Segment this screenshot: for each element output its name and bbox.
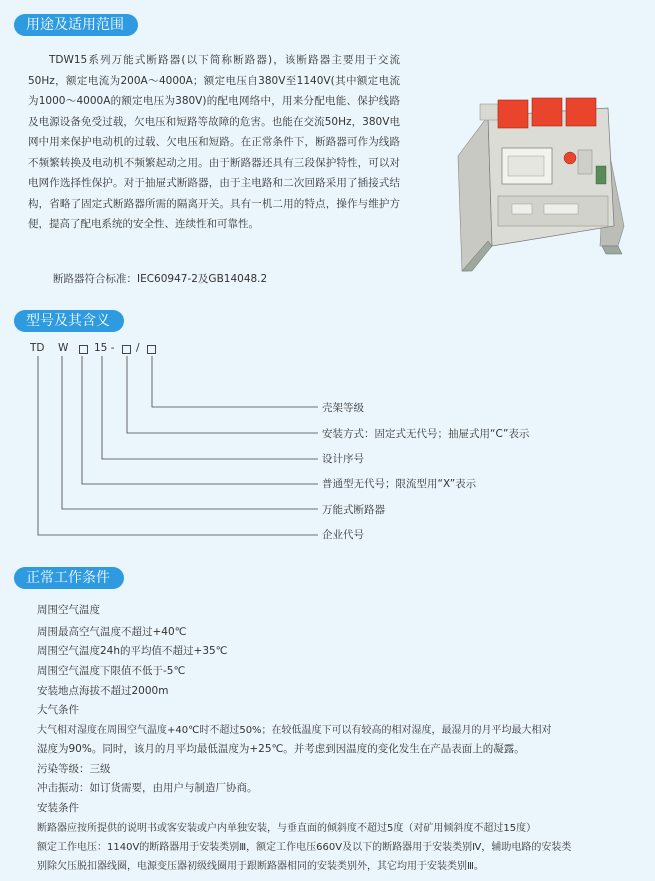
condition-line: 大气相对湿度在周围空气温度+40℃时不超过50%；在较低温度下可以有较高的相对湿度，最湿月的月平均最大相对 [37, 725, 552, 736]
condition-line: 周围最高空气温度不超过+40℃ [37, 626, 187, 638]
model-label-install: 安装方式：固定式无代号；抽屉式用“C”表示 [322, 428, 530, 440]
circuit-breaker-image [428, 96, 634, 276]
condition-line: 安装条件 [37, 802, 79, 814]
model-code-15: 15 - [94, 342, 115, 354]
model-label-company: 企业代号 [322, 529, 364, 541]
section-heading-model: 型号及其含义 [14, 310, 124, 332]
section-heading-conditions: 正常工作条件 [14, 567, 124, 589]
condition-line: 周围空气温度 [37, 604, 100, 616]
model-label-frame: 壳架等级 [322, 402, 364, 414]
model-label-type: 普通型无代号；限流型用“X”表示 [322, 478, 477, 490]
condition-line: 额定工作电压：1140V的断路器用于安装类别Ⅲ，额定工作电压660V及以下的断路器用于安装类别Ⅳ，辅助电路的安装类 [37, 842, 572, 853]
model-code-td: TD [30, 342, 45, 354]
standard-text: 断路器符合标准：IEC60947-2及GB14048.2 [53, 273, 268, 285]
model-label-design: 设计序号 [322, 453, 364, 465]
model-label-universal: 万能式断路器 [322, 504, 385, 516]
condition-line: 断路器应按所提供的说明书或客安装或户内单独安装，与垂直面的倾斜度不超过5度（对矿用倾斜度不超过15度） [37, 823, 537, 834]
condition-line: 周围空气温度下限值不低于-5℃ [37, 665, 186, 677]
condition-line: 冲击振动：如订货需要，由用户与制造厂协商。 [37, 782, 258, 794]
model-code-box-2 [122, 345, 131, 354]
model-code-w: W [58, 342, 69, 354]
model-code-slash: / [136, 342, 140, 354]
model-code-box-3 [147, 345, 156, 354]
condition-line: 周围空气温度24h的平均值不超过+35℃ [37, 645, 228, 657]
model-code-box-1 [79, 345, 88, 354]
condition-line: 别除欠压脱扣器线圈，电源变压器初级线圈用于跟断路器相同的安装类别外，其它均用于安装类别Ⅲ。 [37, 861, 484, 872]
section-heading-usage: 用途及适用范围 [14, 14, 138, 36]
condition-line: 污染等级：三级 [37, 763, 111, 775]
condition-line: 大气条件 [37, 704, 79, 716]
condition-line: 安装地点海拔不超过2000m [37, 685, 169, 697]
usage-paragraph: TDW15系列万能式断路器(以下简称断路器)，该断路器主要用于交流50Hz，额定电流为200A～4000A；额定电压自380V至1140V(其中额定电流为1000～4000A的额定电压为380V)的配电网络中，用来分配电能、保护线路及电源设备免受过载，欠电压和短路等故障的危害。也能在交流50Hz，380V电网中用来保护电动机的过载、欠电压和短路。在正常条件下，断路器可作为线路不频繁转换及电动机不频繁起动之用。由于断路器还具有三段保护特性，可以对电网作选择性保护。对于抽屉式断路器，由于主电路和二次回路采用了插接式结构，省略了固定式断路器所需的隔离开关。具有一机二用的特点，操作与维护方便，提高了配电系统的安全性、连续性和可靠性。 [28, 54, 400, 230]
condition-line: 湿度为90%。同时，该月的月平均最低温度为+25℃。并考虑到因温度的变化发生在产品表面上的凝露。 [37, 743, 525, 755]
